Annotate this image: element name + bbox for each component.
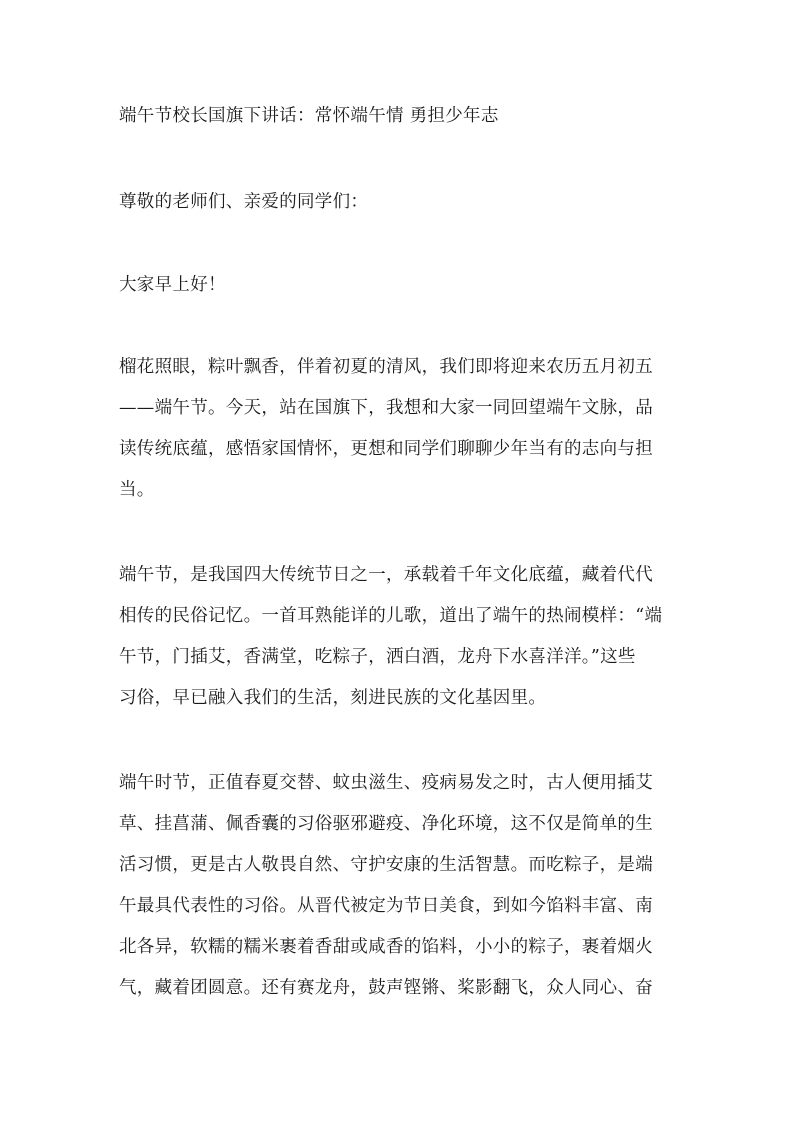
paragraph-line: ——端午节。今天，站在国旗下，我想和大家一同回望端午文脉，品	[119, 398, 653, 418]
paragraph-line: 端午节，是我国四大传统节日之一，承载着千年文化底蕴，藏着代代	[119, 565, 653, 585]
paragraph-line: 北各异，软糯的糯米裹着香甜或咸香的馅料，小小的粽子，裹着烟火	[119, 937, 653, 957]
paragraph-line: 草、挂菖蒲、佩香囊的习俗驱邪避疫、净化环境，这不仅是简单的生	[119, 814, 653, 834]
paragraph-line: 活习惯，更是古人敬畏自然、守护安康的生活智慧。而吃粽子，是端	[119, 855, 653, 875]
paragraph-line: 读传统底蕴，感悟家国情怀，更想和同学们聊聊少年当有的志向与担	[119, 439, 653, 459]
paragraph-line: 习俗，早已融入我们的生活，刻进民族的文化基因里。	[119, 688, 547, 708]
salutation: 尊敬的老师们、亲爱的同学们：	[119, 192, 369, 212]
paragraph-line: 午节，门插艾，香满堂，吃粽子，洒白酒，龙舟下水喜洋洋。”这些	[119, 647, 636, 667]
paragraph-line: 午最具代表性的习俗。从晋代被定为节日美食，到如今馅料丰富、南	[119, 896, 653, 916]
paragraph-line: 相传的民俗记忆。一首耳熟能详的儿歌，道出了端午的热闹模样：“端	[119, 606, 663, 626]
document-title: 端午节校长国旗下讲话：常怀端午情 勇担少年志	[119, 106, 499, 126]
paragraph-line: 当。	[119, 480, 155, 500]
paragraph-line: 端午时节，正值春夏交替、蚊虫滋生、疫病易发之时，古人便用插艾	[119, 773, 653, 793]
greeting: 大家早上好！	[119, 275, 226, 295]
paragraph-line: 榴花照眼，粽叶飘香，伴着初夏的清风，我们即将迎来农历五月初五	[119, 357, 653, 377]
paragraph-line: 气，藏着团圆意。还有赛龙舟，鼓声铿锵、桨影翻飞，众人同心、奋	[119, 978, 653, 998]
